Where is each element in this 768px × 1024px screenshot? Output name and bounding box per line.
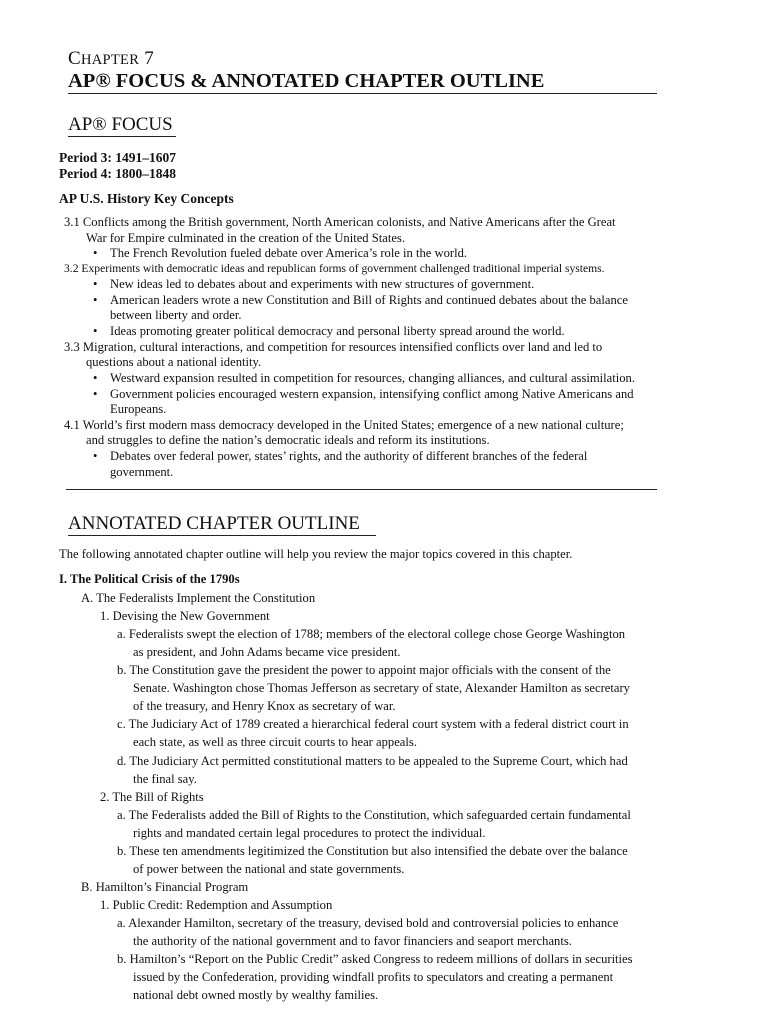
- outline-I-B-1-b: b. Hamilton’s “Report on the Public Credit” asked Congress to redeem millions of dollars in securities: [117, 952, 633, 966]
- outline-I-A-2: 2. The Bill of Rights: [100, 790, 204, 804]
- outline-I-A-2-b-cont: of power between the national and state governments.: [133, 862, 405, 876]
- concept-3-2-bullet-2: • American leaders wrote a new Constitution and Bill of Rights and continued debates about the balance: [110, 293, 628, 308]
- period-4: Period 4: 1800–1848: [59, 166, 176, 181]
- outline-I-B-1-b-cont1: issued by the Confederation, providing windfall profits to speculators and creating a permanent: [133, 970, 614, 984]
- outline-I-A-2-a: a. The Federalists added the Bill of Rights to the Constitution, which safeguarded certain fundamental: [117, 808, 631, 822]
- outline-I-A-1-b-cont2: of the treasury, and Henry Knox as secretary of war.: [133, 699, 396, 713]
- concept-3-2: 3.2 Experiments with democratic ideas and republican forms of government challenged traditional imperial systems.: [64, 262, 605, 275]
- outline-I-A-2-a-cont: rights and mandated certain legal procedures to protect the individual.: [133, 826, 486, 840]
- outline-I-A-1-d-cont: the final say.: [133, 772, 197, 786]
- outline-I-A-2-b: b. These ten amendments legitimized the Constitution but also intensified the debate over the balance: [117, 844, 628, 858]
- chapter-initial: C: [68, 48, 81, 69]
- page-title: AP® FOCUS & ANNOTATED CHAPTER OUTLINE: [68, 70, 545, 92]
- key-concepts-heading: AP U.S. History Key Concepts: [59, 191, 234, 206]
- chapter-word: HAPTER: [80, 52, 140, 68]
- concept-3-1-bullet: • The French Revolution fueled debate over America’s role in the world.: [110, 246, 467, 261]
- outline-I-A-1-a-cont: as president, and John Adams became vice president.: [133, 645, 401, 659]
- section-divider: [66, 489, 657, 490]
- outline-I-A-1-b-cont1: Senate. Washington chose Thomas Jefferson as secretary of state, Alexander Hamilton as secretary: [133, 681, 630, 695]
- outline-heading: ANNOTATED CHAPTER OUTLINE: [68, 513, 360, 534]
- concept-3-3-bullet-2-cont: Europeans.: [110, 402, 167, 416]
- outline-I-A-1-b: b. The Constitution gave the president the power to appoint major officials with the consent of the: [117, 663, 611, 677]
- ap-focus-heading: AP® FOCUS: [68, 114, 173, 135]
- outline-I-A-1-d: d. The Judiciary Act permitted constitutional matters to be appealed to the Supreme Court, which had: [117, 754, 628, 768]
- concept-3-3-bullet-1: • Westward expansion resulted in competition for resources, changing alliances, and cultural assimilation.: [110, 371, 635, 386]
- outline-I-A-1-a: a. Federalists swept the election of 1788; members of the electoral college chose George Washington: [117, 627, 626, 641]
- outline-I-A-1-c: c. The Judiciary Act of 1789 created a hierarchical federal court system with a federal district court in: [117, 717, 629, 731]
- outline-I-A-1: 1. Devising the New Government: [100, 609, 270, 623]
- concept-4-1-bullet-cont: government.: [110, 465, 174, 479]
- chapter-number: 7: [144, 48, 155, 69]
- outline-I-B-1-a-cont: the authority of the national government and to favor financiers and seaport merchants.: [133, 934, 572, 948]
- concept-4-1-cont: and struggles to define the nation’s democratic ideals and reform its institutions.: [86, 433, 490, 447]
- concept-3-3: 3.3 Migration, cultural interactions, and competition for resources intensified conflicts over land and led to: [64, 340, 603, 354]
- title-divider: [68, 93, 657, 94]
- chapter-label: [68, 48, 154, 70]
- outline-I-B: B. Hamilton’s Financial Program: [81, 880, 249, 894]
- outline-I-B-1-b-cont2: national debt owned mostly by wealthy families.: [133, 988, 379, 1002]
- concept-3-1: 3.1 Conflicts among the British government, North American colonists, and Native Americans after the Great: [64, 215, 616, 229]
- concept-3-2-bullet-1: • New ideas led to debates about and experiments with new structures of government.: [110, 277, 534, 292]
- concept-4-1: 4.1 World’s first modern mass democracy developed in the United States; emergence of a new national culture;: [64, 418, 624, 432]
- outline-intro: The following annotated chapter outline will help you review the major topics covered in this chapter.: [59, 547, 573, 561]
- outline-I-A-1-c-cont: each state, as well as three circuit courts to hear appeals.: [133, 735, 417, 749]
- outline-I-B-1-a: a. Alexander Hamilton, secretary of the treasury, devised bold and controversial policies to enhance: [117, 916, 619, 930]
- concept-4-1-bullet: • Debates over federal power, states’ rights, and the authority of different branches of the federal: [110, 449, 587, 464]
- period-3: Period 3: 1491–1607: [59, 150, 176, 165]
- concept-3-1-cont: War for Empire culminated in the creation of the United States.: [86, 231, 405, 245]
- outline-I-B-1: 1. Public Credit: Redemption and Assumption: [100, 898, 333, 912]
- outline-I: I. The Political Crisis of the 1790s: [59, 572, 240, 586]
- concept-3-2-bullet-3: • Ideas promoting greater political democracy and personal liberty spread around the world.: [110, 324, 565, 339]
- concept-3-3-cont: questions about a national identity.: [86, 355, 262, 369]
- concept-3-2-bullet-2-cont: between liberty and order.: [110, 308, 242, 322]
- outline-I-A: A. The Federalists Implement the Constitution: [81, 591, 316, 605]
- outline-heading-underline: [68, 535, 376, 536]
- concept-3-3-bullet-2: • Government policies encouraged western expansion, intensifying conflict among Native Americans and: [110, 387, 634, 402]
- ap-focus-underline: [68, 136, 176, 137]
